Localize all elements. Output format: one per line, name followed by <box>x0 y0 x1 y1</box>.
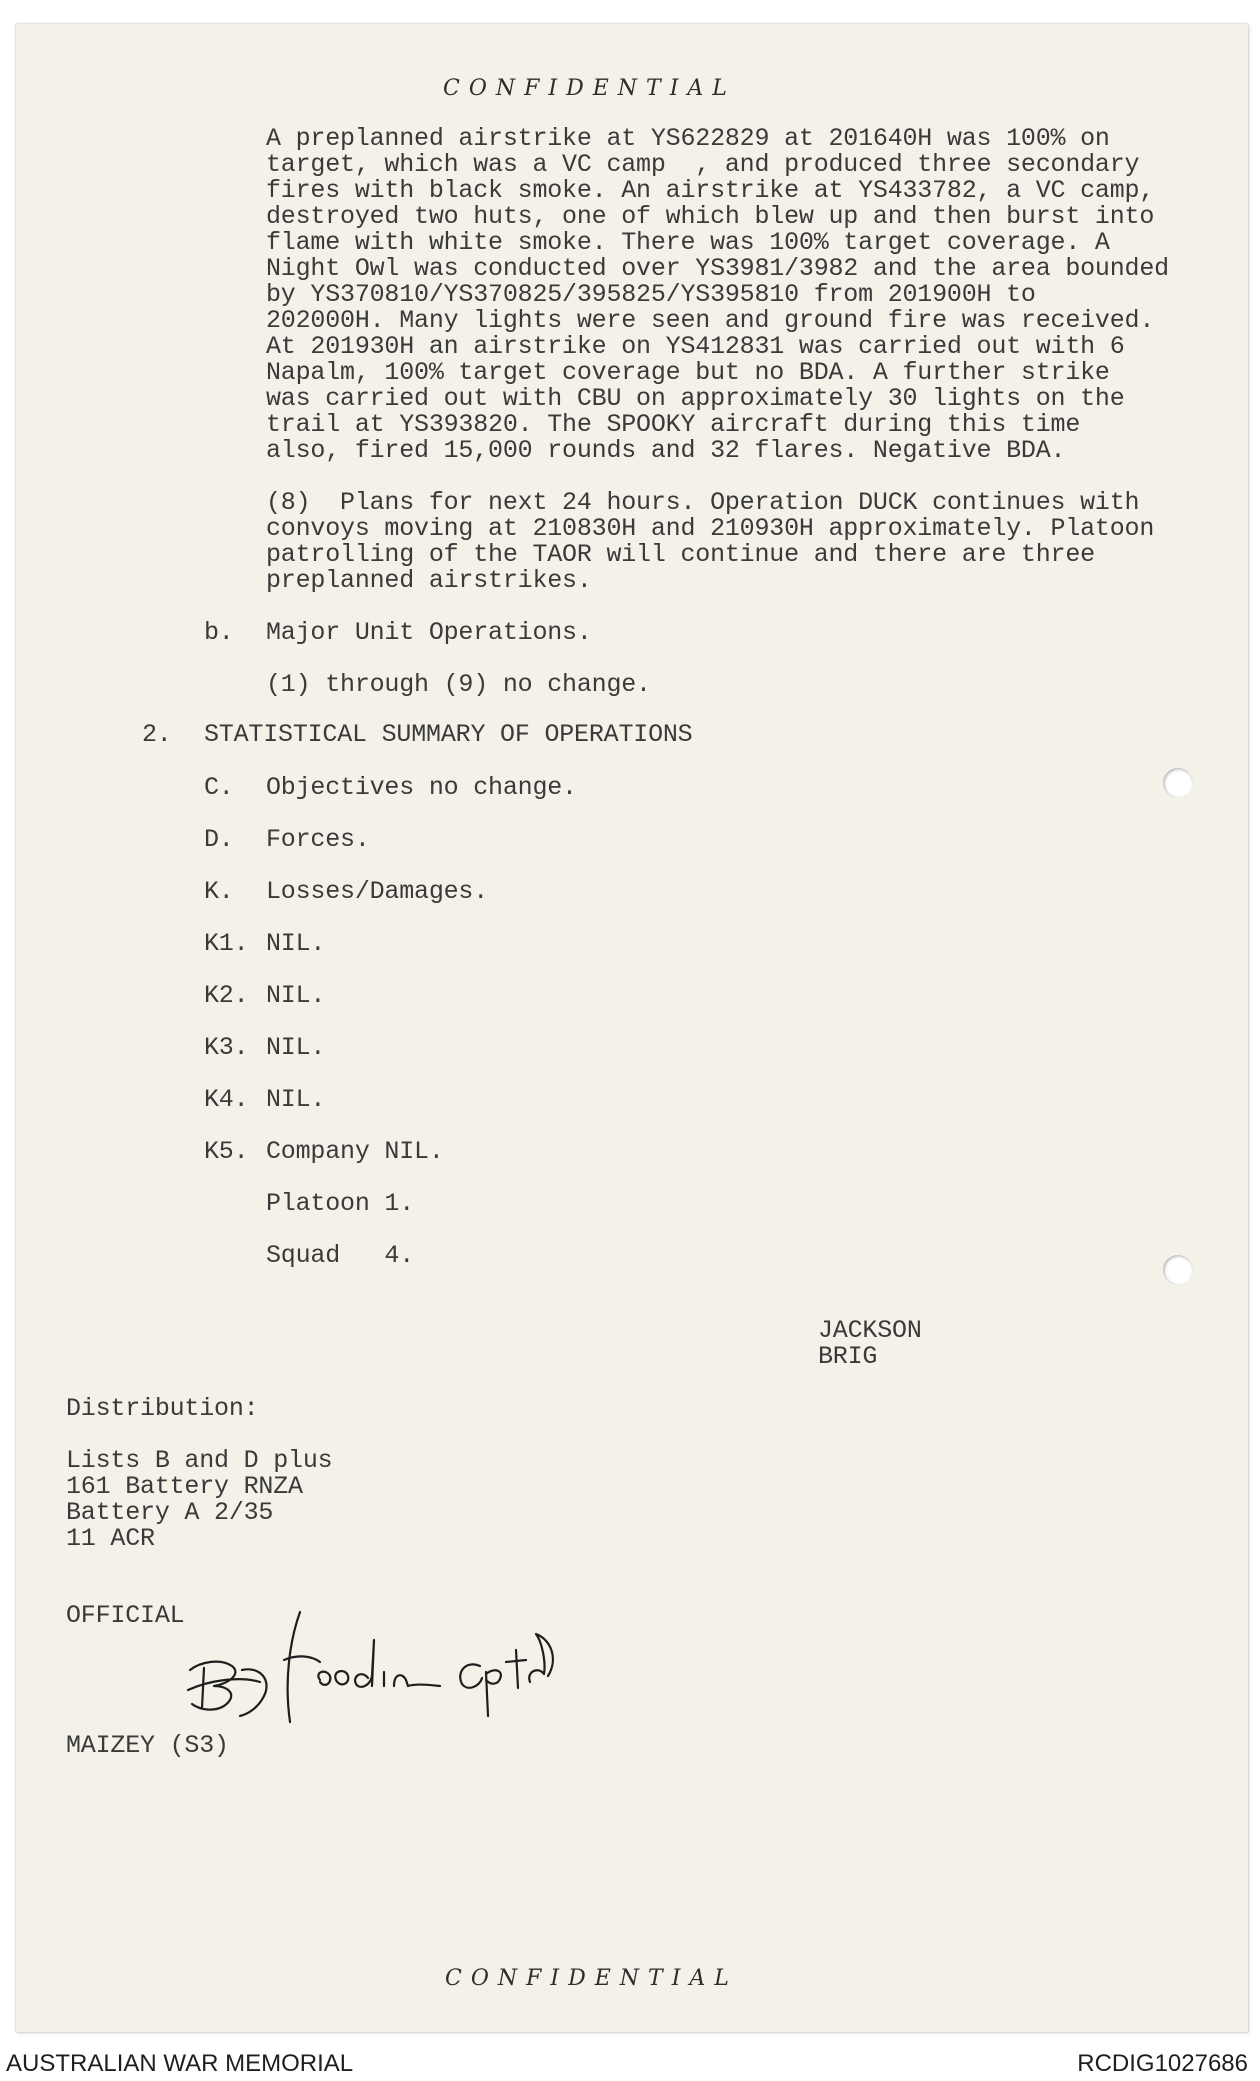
platoon-line: Platoon 1. <box>266 1189 415 1218</box>
item-label: K2. <box>204 981 249 1010</box>
paragraph-line: target, which was a VC camp , and produced three secondary <box>266 150 1140 179</box>
distribution-heading: Distribution: <box>66 1394 259 1423</box>
item-text: Losses/Damages. <box>266 877 489 906</box>
major-unit-heading: Major Unit Operations. <box>266 618 592 647</box>
paragraph-line: 202000H. Many lights were seen and ground fire was received. <box>266 306 1155 335</box>
confidential-stamp-bottom: CONFIDENTIAL <box>445 1966 738 1991</box>
maizey-line: MAIZEY (S3) <box>66 1731 229 1760</box>
paragraph-line: destroyed two huts, one of which blew up and then burst into <box>266 202 1155 231</box>
paragraph-line: flame with white smoke. There was 100% target coverage. A <box>266 228 1110 257</box>
item-label: K3. <box>204 1033 249 1062</box>
item-label: C. <box>204 773 234 802</box>
item-label: K1. <box>204 929 249 958</box>
item-text: Forces. <box>266 825 370 854</box>
paragraph-line: Night Owl was conducted over YS3981/3982 and the area bounded <box>266 254 1169 283</box>
paragraph-line: by YS370810/YS370825/395825/YS395810 from 201900H to <box>266 280 1036 309</box>
item-text: NIL. <box>266 929 326 958</box>
squad-line: Squad 4. <box>266 1241 415 1270</box>
section-title: STATISTICAL SUMMARY OF OPERATIONS <box>204 720 693 749</box>
paragraph-line: patrolling of the TAOR will continue and there are three <box>266 540 1095 569</box>
paragraph-line: preplanned airstrikes. <box>266 566 592 595</box>
major-unit-label: b. <box>204 618 234 647</box>
item-text: Company NIL. <box>266 1137 444 1166</box>
distribution-line: Battery A 2/35 <box>66 1498 274 1527</box>
item-text: NIL. <box>266 981 326 1010</box>
paragraph-line: (8) Plans for next 24 hours. Operation DUCK continues with <box>266 488 1140 517</box>
item-label: D. <box>204 825 234 854</box>
paragraph-line: also, fired 15,000 rounds and 32 flares. Negative BDA. <box>266 436 1066 465</box>
distribution-line: Lists B and D plus <box>66 1446 333 1475</box>
signer-rank: BRIG <box>818 1342 878 1371</box>
footer-record-id: RCDIG1027686 <box>1077 2050 1248 2077</box>
item-label: K4. <box>204 1085 249 1114</box>
punch-hole-lower <box>1163 1255 1193 1285</box>
paragraph-line: fires with black smoke. An airstrike at YS433782, a VC camp, <box>266 176 1155 205</box>
distribution-line: 11 ACR <box>66 1524 155 1553</box>
confidential-stamp-top: CONFIDENTIAL <box>443 76 736 101</box>
footer-archive-name: AUSTRALIAN WAR MEMORIAL <box>6 2050 354 2077</box>
paragraph-line: convoys moving at 210830H and 210930H approximately. Platoon <box>266 514 1155 543</box>
no-change-line: (1) through (9) no change. <box>266 670 651 699</box>
paragraph-line: At 201930H an airstrike on YS412831 was carried out with 6 <box>266 332 1125 361</box>
paragraph-line: trail at YS393820. The SPOOKY aircraft during this time <box>266 410 1081 439</box>
signer-name: JACKSON <box>818 1316 922 1345</box>
item-text: Objectives no change. <box>266 773 577 802</box>
item-text: NIL. <box>266 1085 326 1114</box>
paragraph-line: A preplanned airstrike at YS622829 at 201640H was 100% on <box>266 124 1110 153</box>
distribution-line: 161 Battery RNZA <box>66 1472 303 1501</box>
official-label: OFFICIAL <box>66 1601 185 1630</box>
paragraph-line: was carried out with CBU on approximately 30 lights on the <box>266 384 1125 413</box>
paragraph-line: Napalm, 100% target coverage but no BDA. A further strike <box>266 358 1110 387</box>
item-label: K5. <box>204 1137 249 1166</box>
handwritten-signature <box>180 1610 620 1730</box>
item-text: NIL. <box>266 1033 326 1062</box>
item-label: K. <box>204 877 234 906</box>
punch-hole-upper <box>1163 768 1193 798</box>
section-number: 2. <box>142 720 172 749</box>
